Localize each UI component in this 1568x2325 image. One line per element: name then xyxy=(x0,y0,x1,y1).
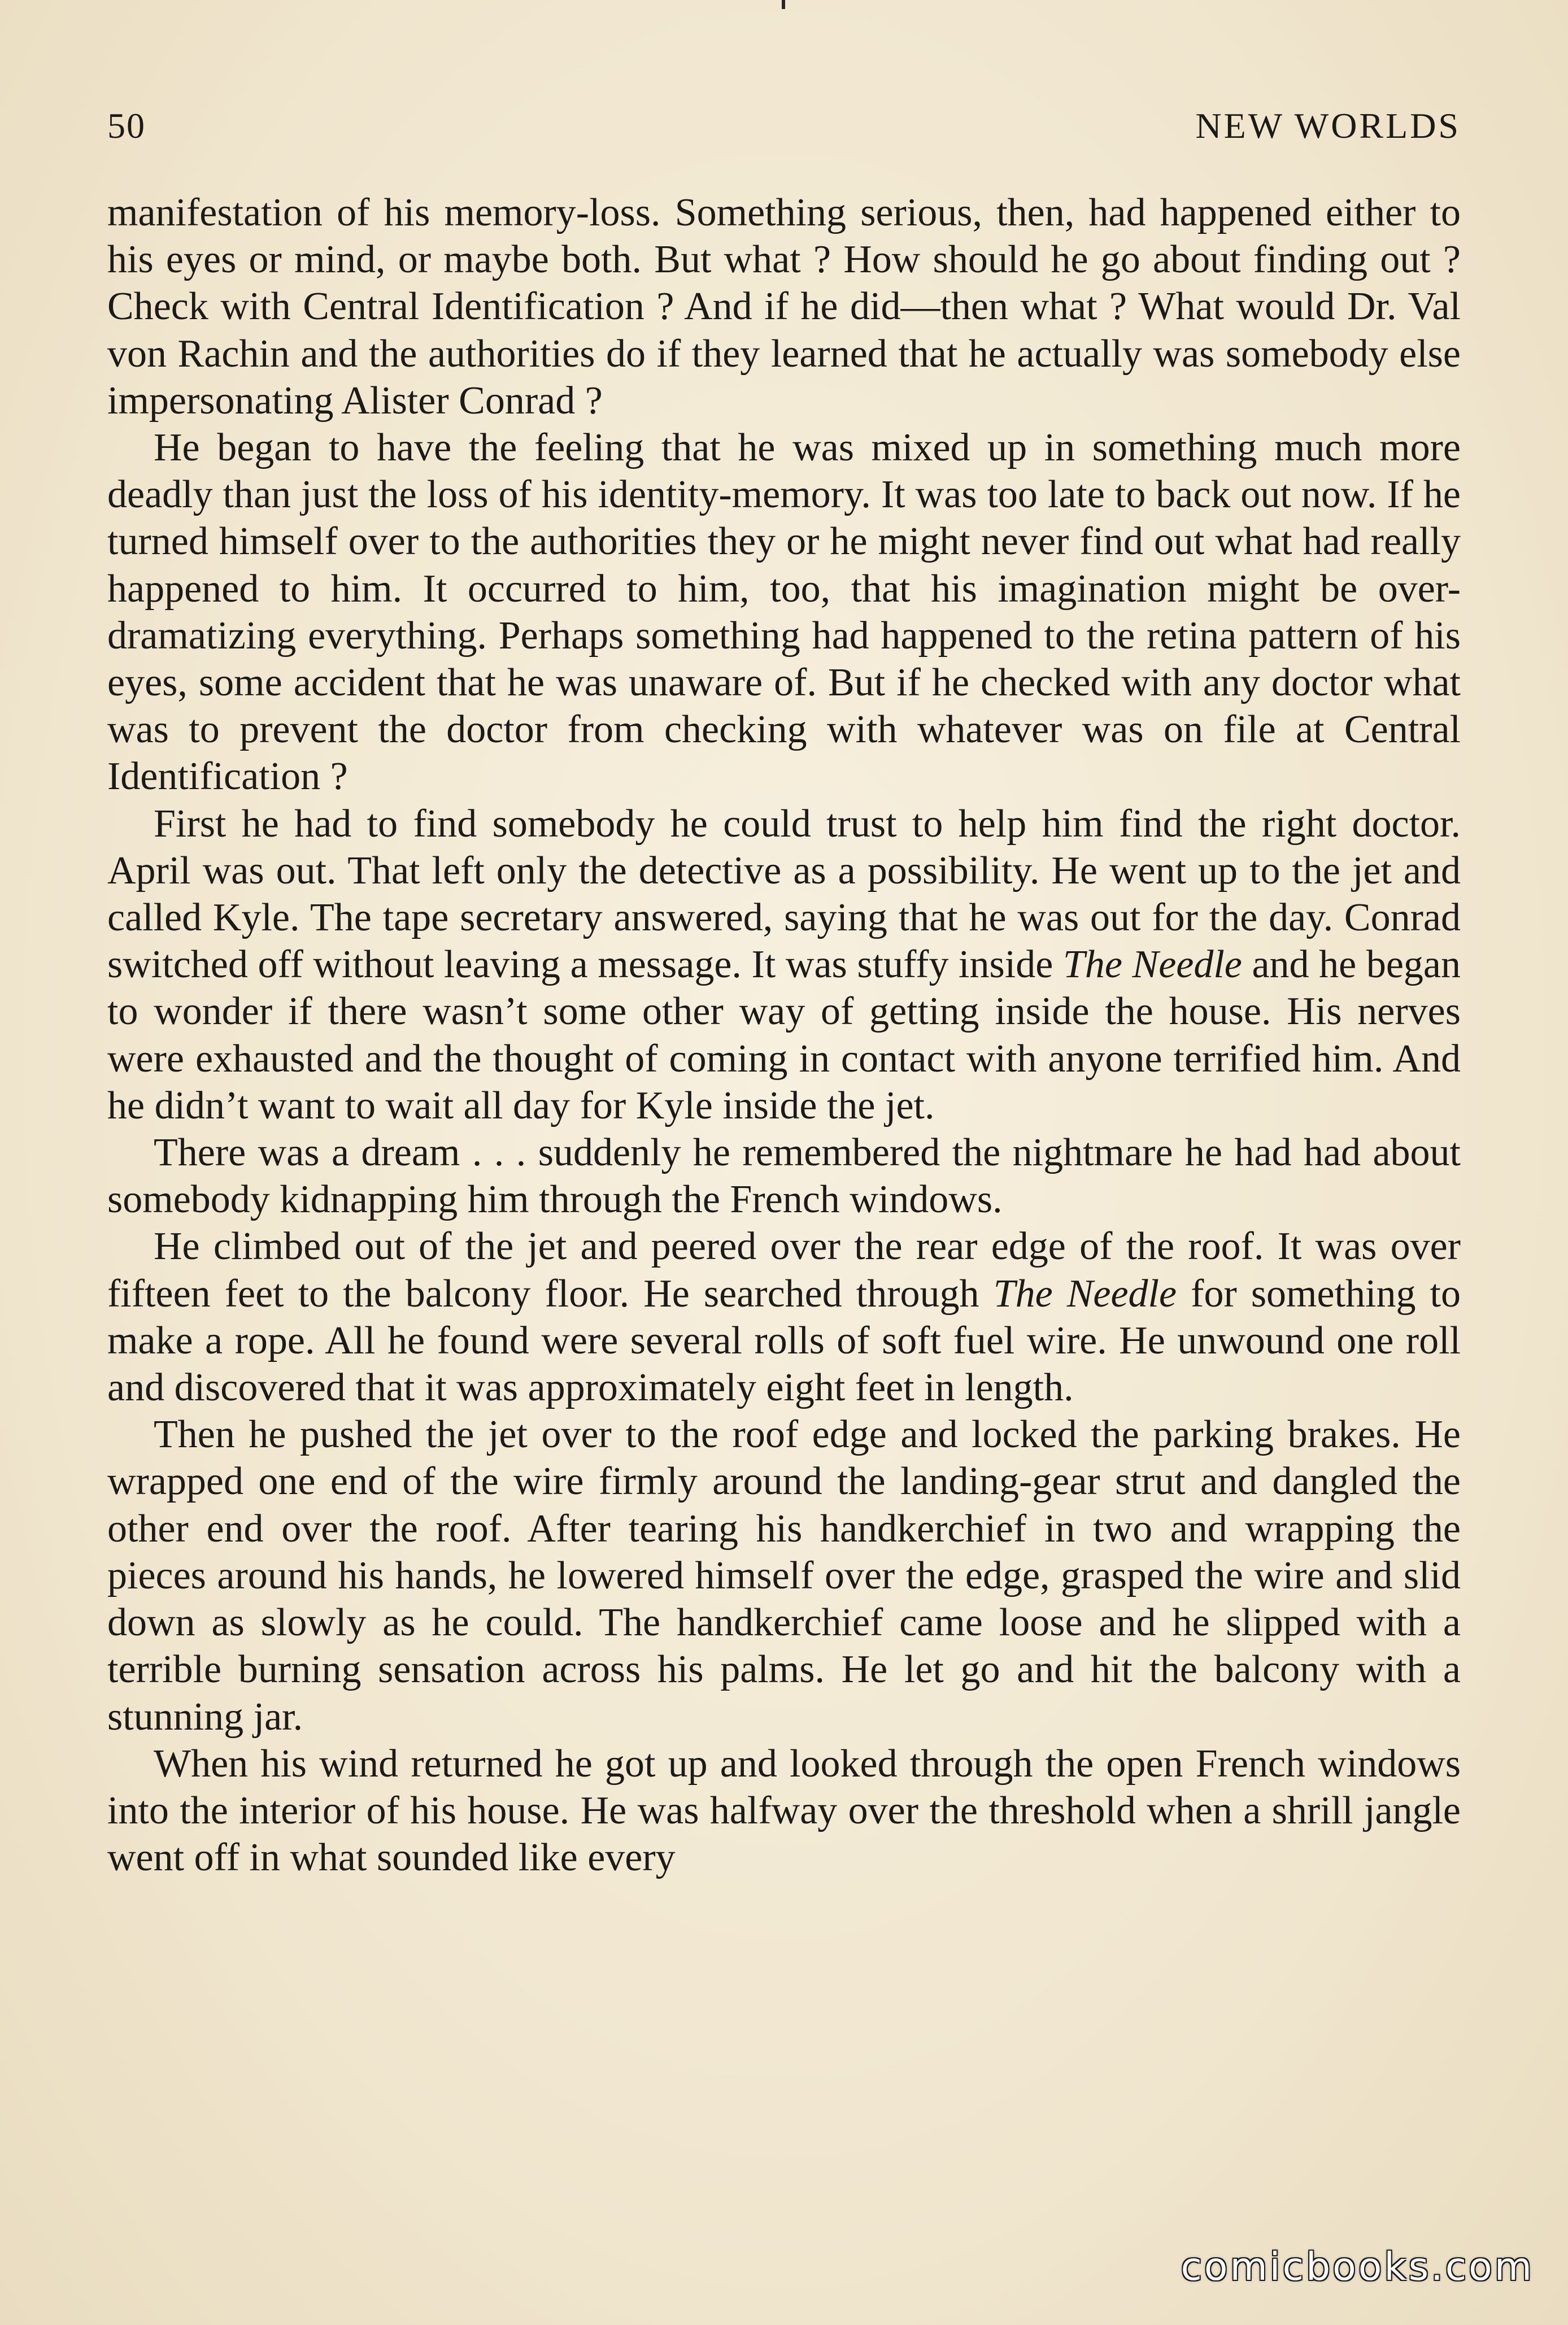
text-run: and he began to wonder if there wasn’t some other way of getting inside the house. His nerves were exhausted and the thought of coming in contact with anyone terrified him. And he didn’t want to wait all day for Kyle inside the jet. xyxy=(107,943,1461,1127)
paragraph xyxy=(107,1129,1461,1223)
paragraph xyxy=(107,800,1461,1129)
site-watermark: comicbooks.com xyxy=(1181,2245,1534,2289)
body-text xyxy=(107,189,1461,1881)
running-head: NEW WORLDS xyxy=(1195,106,1461,146)
paragraph xyxy=(107,1411,1461,1740)
top-edge-mark xyxy=(782,0,785,9)
italic-title: The Needle xyxy=(1062,943,1242,987)
paragraph xyxy=(107,424,1461,800)
page-number: 50 xyxy=(107,106,146,146)
paragraph xyxy=(107,1740,1461,1882)
page-header xyxy=(107,101,1461,151)
text-run: When his wind returned he got up and looked through the open French windows into the interior of his house. He was halfway over the threshold when a shrill jangle went off in what sounded like every xyxy=(107,1741,1461,1880)
text-run: for something to make a rope. All he found were several rolls of soft fuel wire. He unwound one roll and discovered that it was approximately eight feet in length. xyxy=(107,1272,1461,1410)
text-run: There was a dream . . . suddenly he remembered the nightmare he had had about somebody kidnapping him through the French windows. xyxy=(107,1131,1461,1222)
text-run: manifestation of his memory-loss. Something serious, then, had happened either to his eyes or mind, or maybe both. But what ? How should he go about finding out ? Check with Central Identification ? And if he did—then what ? What would Dr. Val von Rachin and the authorities do if they learned that he actually was somebody else impersonating Alister Conrad ? xyxy=(107,191,1461,423)
text-run: He began to have the feeling that he was mixed up in something much more deadly than just the loss of his identity-memory. It was too late to back out now. If he turned himself over to the authorities they or he might never find out what had really happened to him. It occurred to him, too, that his imagination might be over-dramatizing everything. Perhaps something had happened to the retina pattern of his eyes, some accident that he was unaware of. But if he checked with any doctor what was to prevent the doctor from checking with whatever was on file at Central Identification ? xyxy=(107,426,1461,799)
text-run: Then he pushed the jet over to the roof edge and locked the parking brakes. He wrapped one end of the wire firmly around the landing-gear strut and dangled the other end over the roof. After tearing his handkerchief in two and wrapping the pieces around his hands, he lowered himself over the edge, grasped the wire and slid down as slowly as he could. The handkerchief came loose and he slipped with a terrible burning sensation across his palms. He let go and hit the balcony with a stunning jar. xyxy=(107,1413,1461,1739)
text-run: First he had to find somebody he could trust to help him find the right doctor. April was out. That left only the detective as a possibility. He went up to the jet and called Kyle. The tape secretary answered, saying that he was out for the day. Conrad switched off without leaving a message. It was stuffy inside xyxy=(107,802,1461,987)
italic-title: The Needle xyxy=(993,1272,1177,1316)
paragraph xyxy=(107,1223,1461,1411)
text-run: He climbed out of the jet and peered over the rear edge of the roof. It was over fifteen feet to the balcony floor. He searched through xyxy=(107,1225,1461,1316)
paragraph xyxy=(107,189,1461,424)
